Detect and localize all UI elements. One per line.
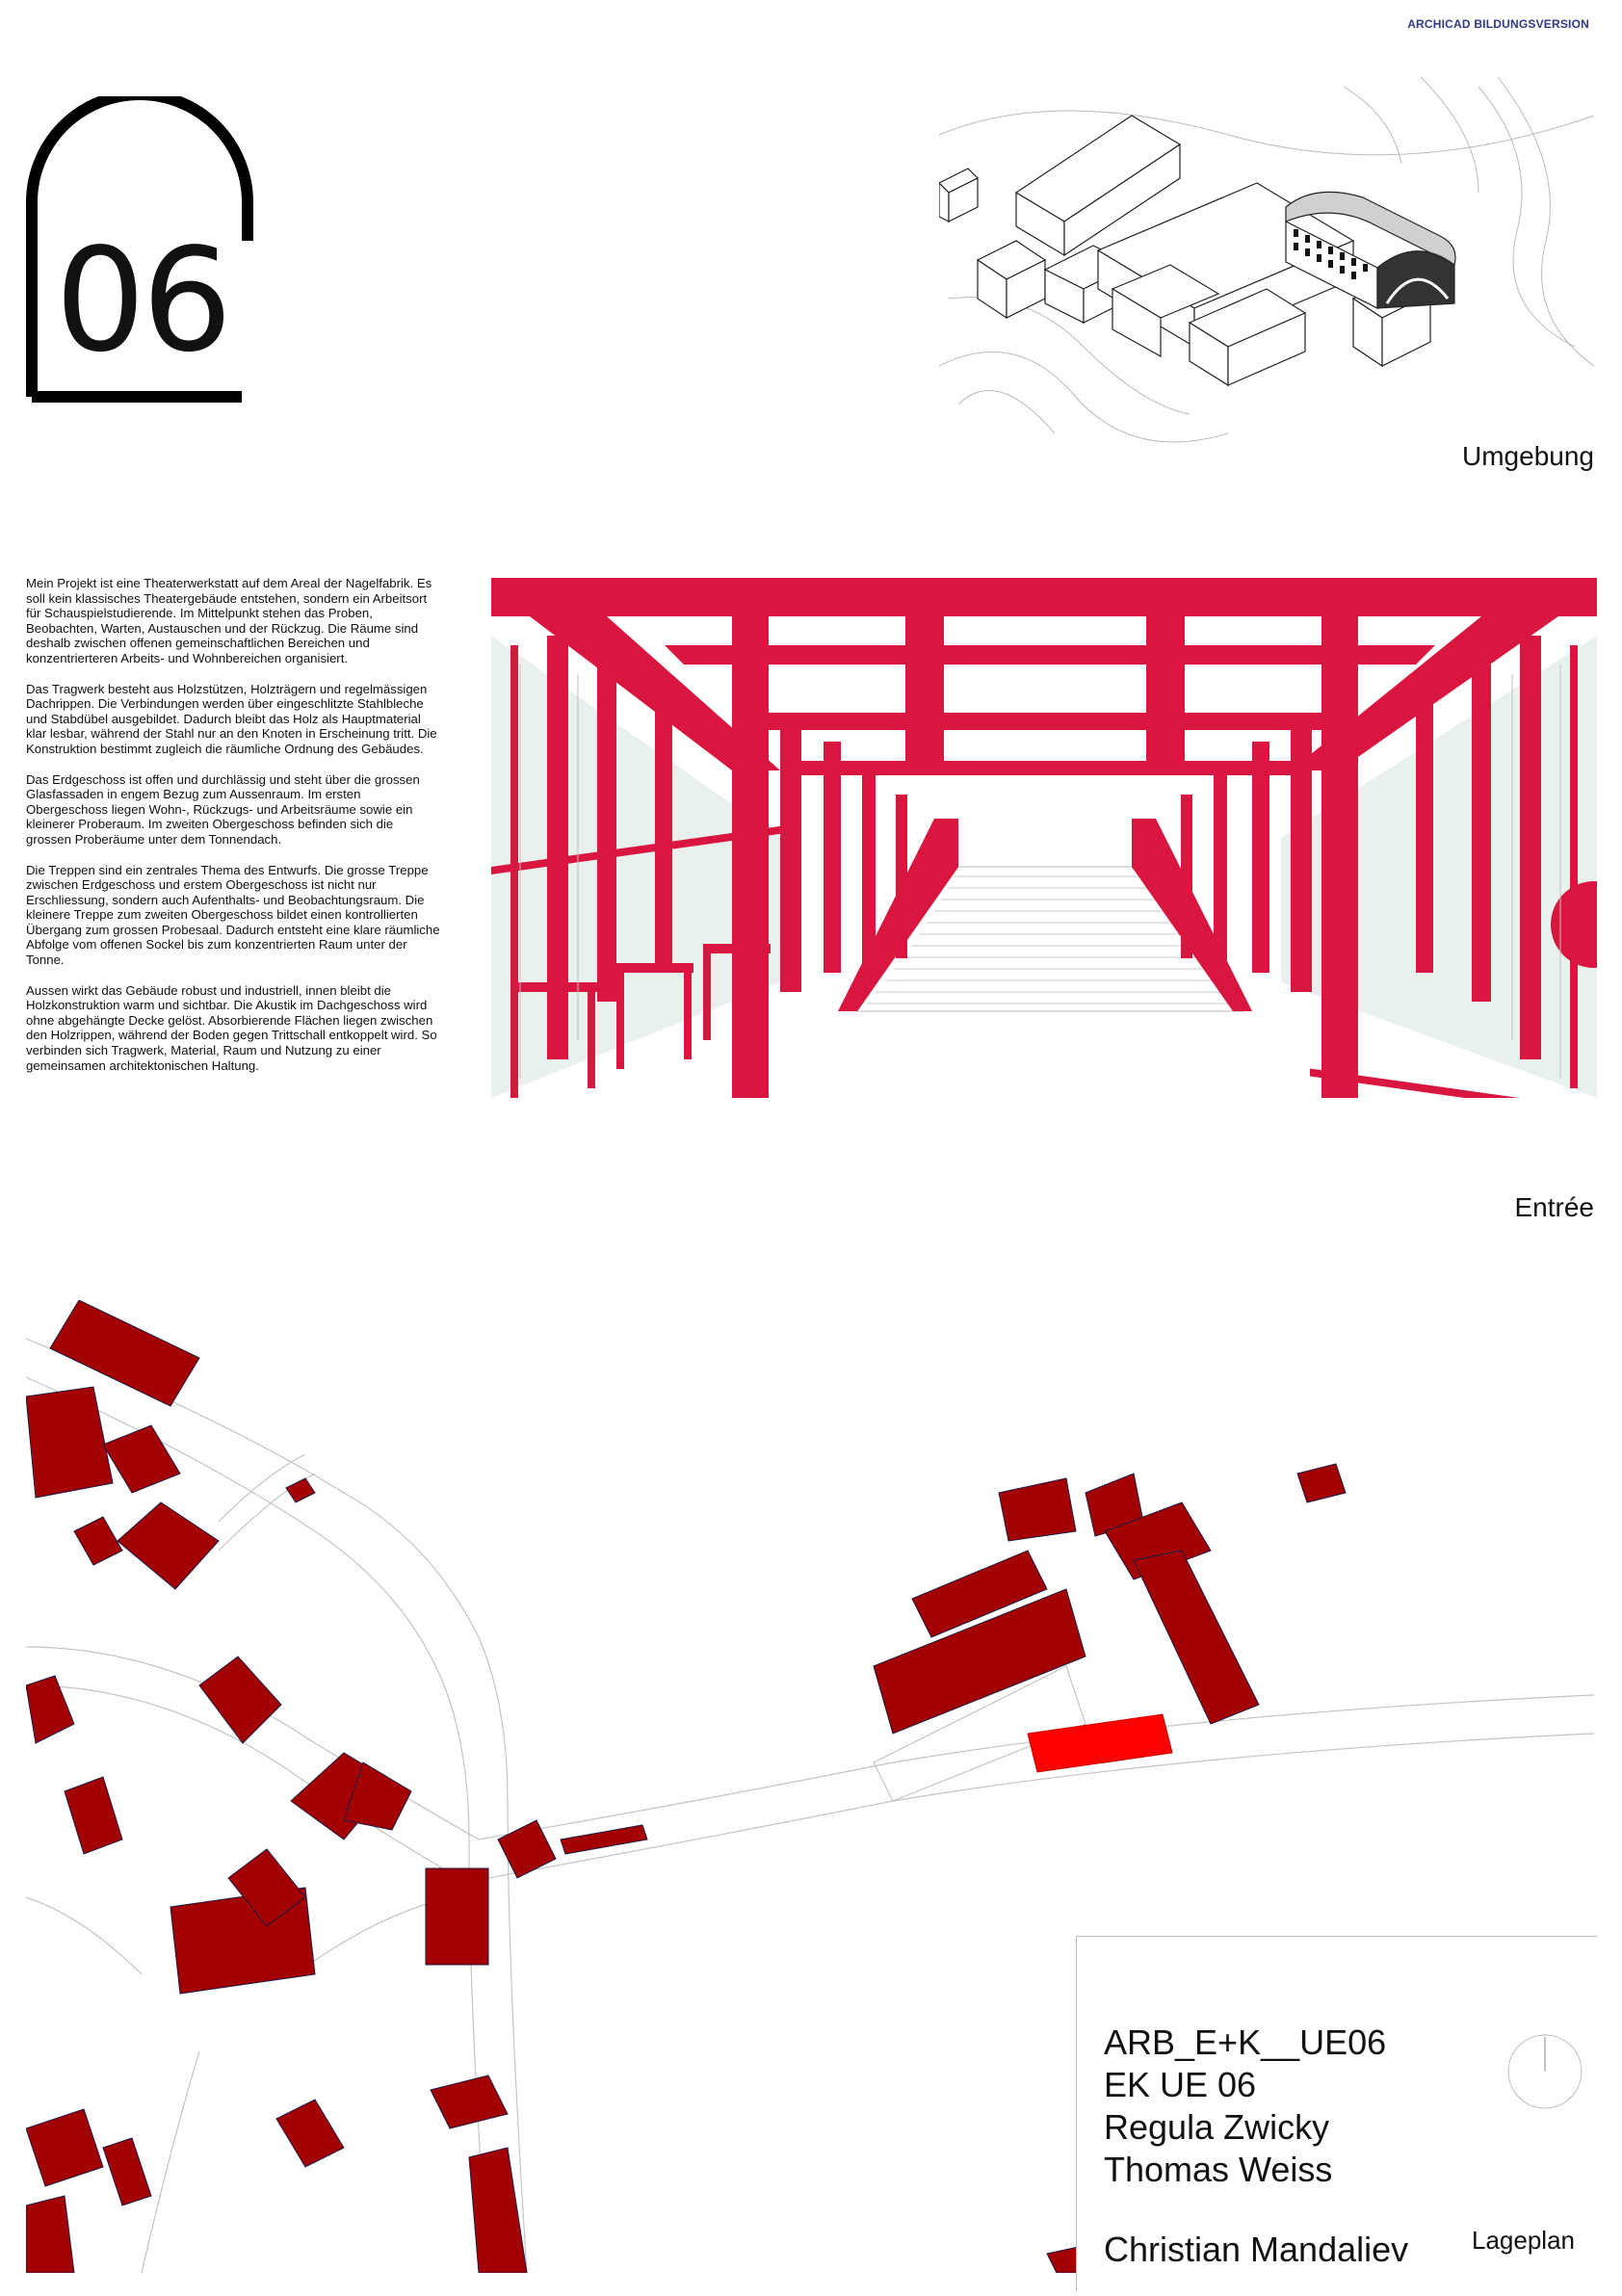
description-paragraph: Aussen wirkt das Gebäude robust und industriell, innen bleibt die Holzkonstruktion warm und sichtbar. Die Akustik im Dachgeschoss wird ohne abgehängte Decke gelöst. Absorbierende Flächen liegen zwischen den Holzrippen, während der Boden gegen Trittschall entkoppelt wird. So verbinden sich Tragwerk, Material, Raum und Nutzung zu einer gemeinsamen architektonischen Haltung. — [26, 982, 437, 1073]
north-arrow-icon — [1506, 2033, 1583, 2110]
description-paragraph: Die Treppen sind ein zentrales Thema des Entwurfs. Die grosse Treppe zwischen Erdgeschoss und erstem Obergeschoss ist nicht nur Erschliessung, sondern auch Aufenthalts- und Beobachtungsraum. Die kleinere Treppe zum zweiten Obergeschoss bildet einen kontrollierten Übergang zum grossen Probesaal. Dadurch entsteht eine klare räumliche Abfolge vom offenen Sockel bis zum konzentrierten Raum unter der Tonne. — [26, 862, 440, 968]
teacher-name: Regula Zwicky — [1104, 2107, 1330, 2147]
project-description — [26, 576, 440, 1088]
author-name: Christian Mandaliev — [1104, 2230, 1409, 2269]
teacher-name: Thomas Weiss — [1104, 2150, 1333, 2189]
project-logo — [24, 96, 255, 404]
aerial-caption: Umgebung — [1462, 441, 1594, 471]
description-paragraph: Das Erdgeschoss ist offen und durchlässig und steht über die grossen Glasfassaden in engem Bezug zum Aussenraum. Im ersten Obergeschoss liegen Wohn-, Rückzugs- und Arbeitsräume sowie ein kleinerer Proberaum. Im zweiten Obergeschoss befinden sich die grossen Proberäume unter dem Tonnendach. — [26, 771, 420, 847]
description-paragraph: Mein Projekt ist eine Theaterwerkstatt auf dem Areal der Nagelfabrik. Es soll kein klassisches Theatergebäude entstehen, sondern ein Arbeitsort für Schauspielstudierende. Im Mittelpunkt stehen das Proben, Beobachten, Warten, Austauschen und der Rückzug. Die Räume sind deshalb zwischen offenen gemeinschaftlichen Bereichen und konzentrierteren Arbeits- und Wohnbereichen organisiert. — [26, 576, 432, 665]
title-block-info — [1104, 2022, 1386, 2191]
logo-number: 06 — [55, 218, 229, 383]
entrance-interior-render — [491, 578, 1597, 1098]
course-code: ARB_E+K__UE06 — [1104, 2022, 1387, 2062]
description-paragraph: Das Tragwerk besteht aus Holzstützen, Holzträgern und regelmässigen Dachrippen. Die Verbindungen werden über eingeschlitzte Stahlbleche und Stabdübel ausgebildet. Dadurch bleibt das Holz als Hauptmaterial klar lesbar, während der Stahl nur an den Knoten in Erscheinung tritt. Die Konstruktion bestimmt zugleich die räumliche Ordnung des Gebäudes. — [26, 681, 437, 756]
aerial-axonometric-view — [939, 77, 1594, 443]
interior-caption: Entrée — [1514, 1192, 1594, 1222]
watermark-label: ARCHICAD BILDUNGSVERSION — [1407, 17, 1589, 31]
aerial-drawing — [939, 77, 1594, 443]
title-block — [1076, 1936, 1597, 2291]
interior-drawing — [491, 578, 1597, 1098]
exercise-code: EK UE 06 — [1104, 2065, 1257, 2104]
sheet-title: Lageplan — [1472, 2226, 1575, 2255]
project-site-marker — [1028, 1714, 1172, 1772]
